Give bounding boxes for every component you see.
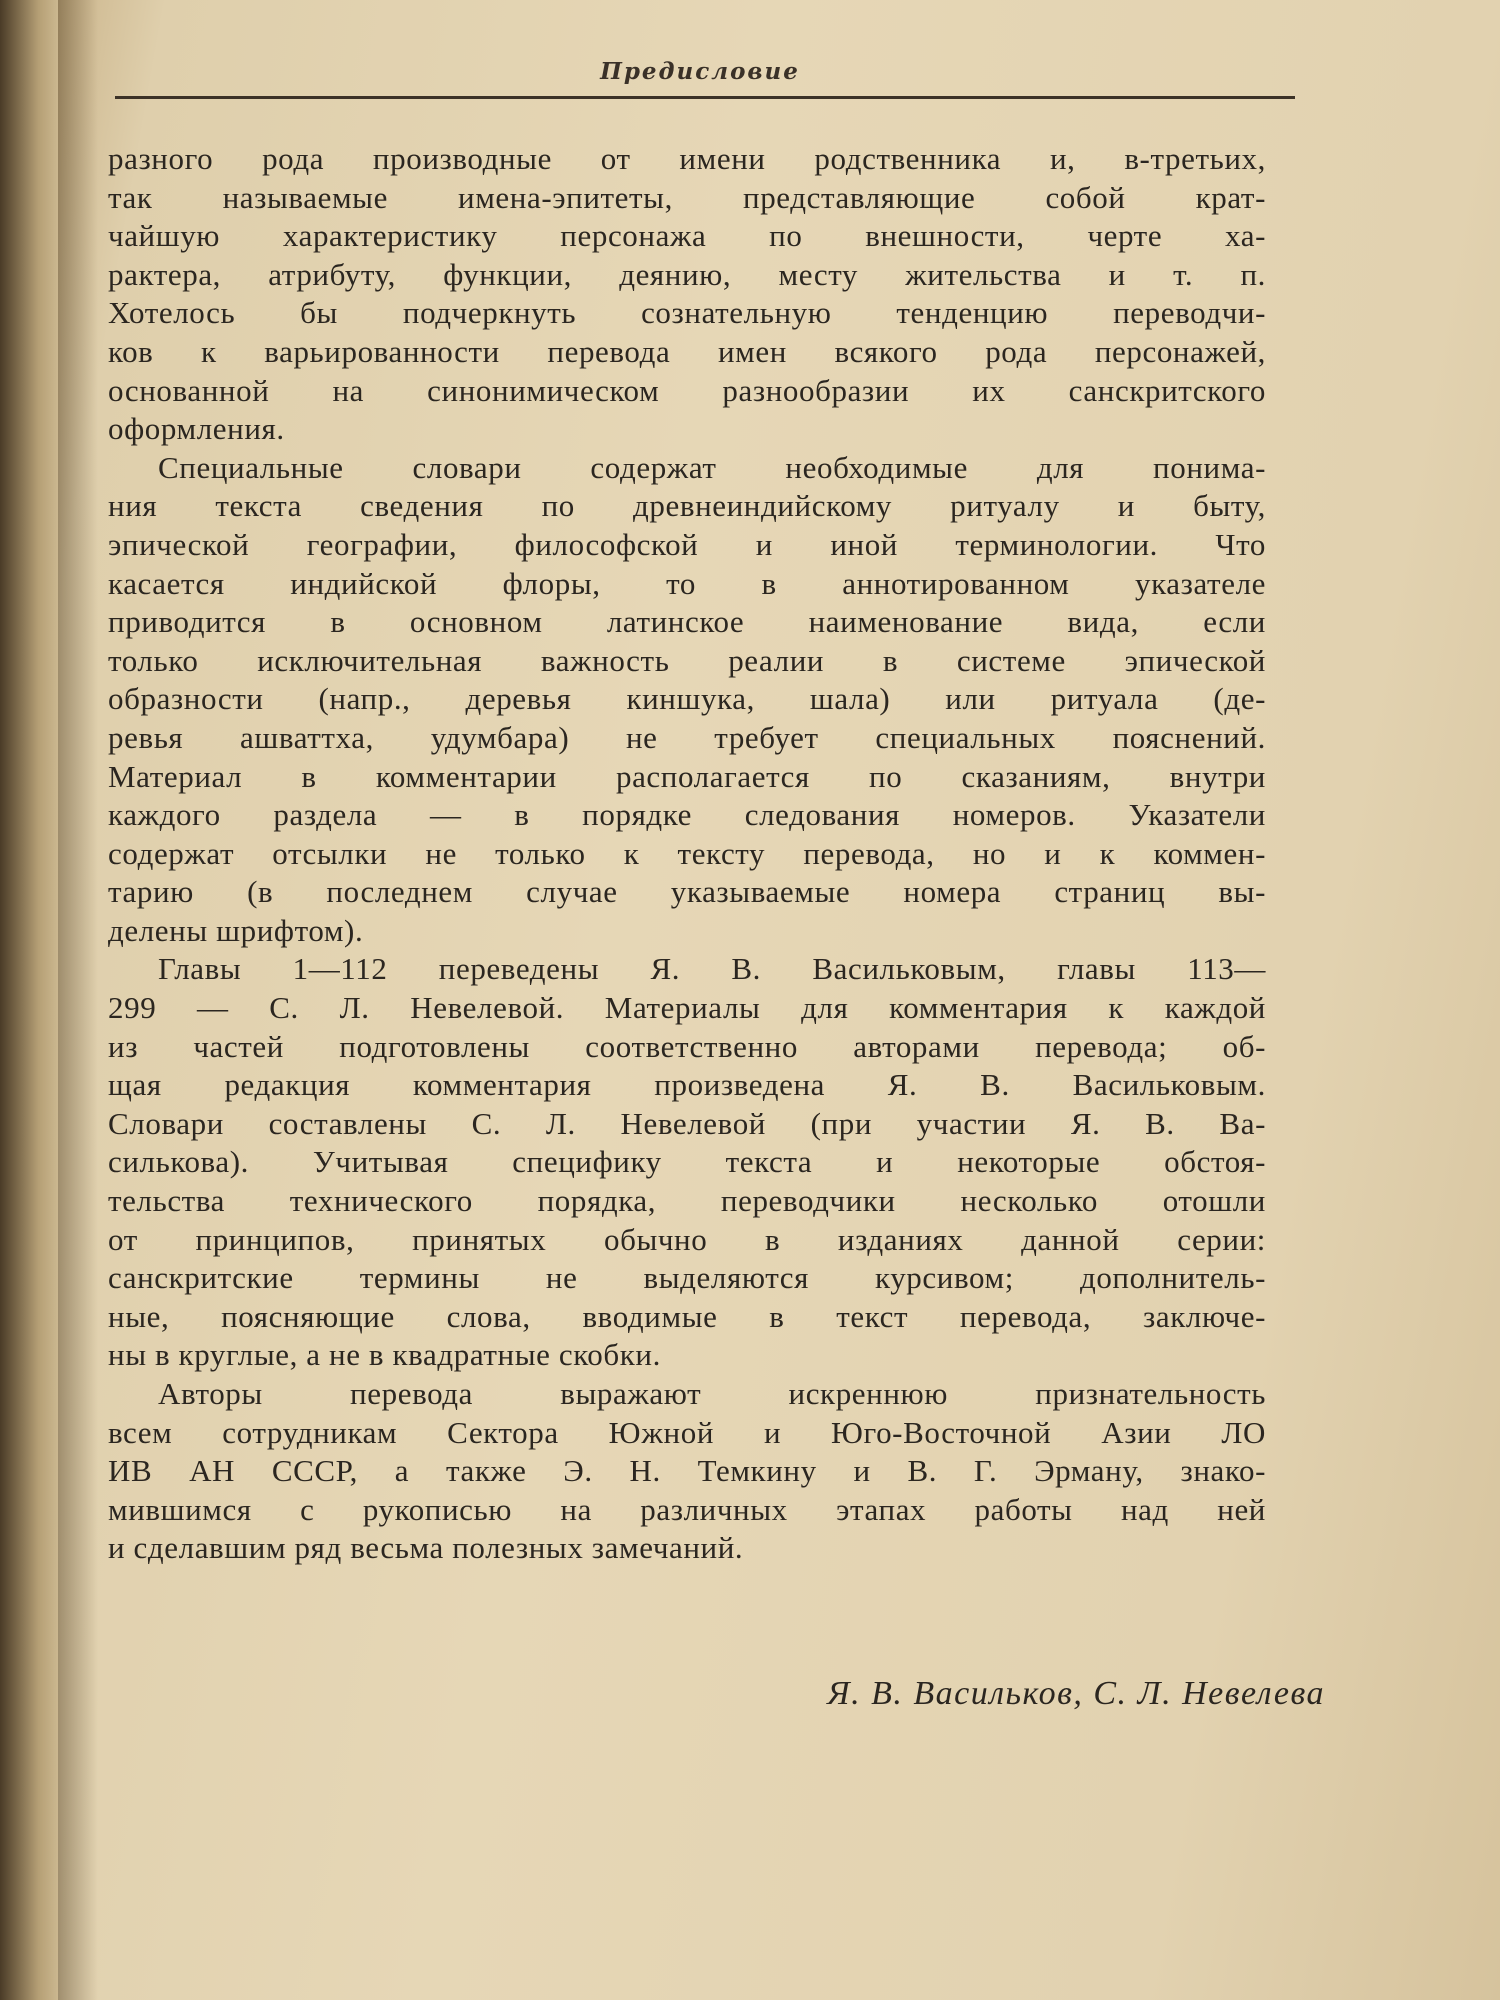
paragraph-1	[108, 140, 1266, 449]
text-line: ков к варьированности перевода имен всякого рода персонажей,	[108, 333, 1266, 369]
text-line: касается индийской флоры, то в аннотированном указателе	[108, 565, 1266, 601]
text-line: рактера, атрибуту, функции, деянию, месту жительства и т. п.	[108, 256, 1266, 292]
text-line: силькова). Учитывая специфику текста и некоторые обстоя-	[108, 1144, 1266, 1180]
text-line: разного рода производные от имени родственника и, в-третьих,	[108, 141, 1266, 176]
text-line: содержат отсылки не только к тексту перевода, но и к коммен-	[108, 835, 1266, 871]
text-line: Словари составлены С. Л. Невелевой (при участии Я. В. Ва-	[108, 1105, 1266, 1141]
page-fold-shadow	[58, 0, 98, 2000]
text-line: всем сотрудникам Сектора Южной и Юго-Восточной Азии ЛО	[108, 1414, 1266, 1450]
text-line: эпической географии, философской и иной терминологии. Что	[108, 526, 1266, 562]
text-line: ны в круглые, а не в квадратные скобки.	[108, 1337, 661, 1373]
text-line: образности (напр., деревья киншука, шала) или ритуала (де-	[108, 681, 1266, 717]
header-rule	[115, 96, 1295, 99]
text-line: оформления.	[108, 411, 285, 447]
body-text	[108, 140, 1266, 1568]
text-line: из частей подготовлены соответственно авторами перевода; об-	[108, 1028, 1266, 1064]
text-line: ные, поясняющие слова, вводимые в текст перевода, заключе-	[108, 1298, 1266, 1334]
text-line: мившимся с рукописью на различных этапах работы над ней	[108, 1491, 1266, 1527]
text-line: тарию (в последнем случае указываемые номера страниц вы-	[108, 874, 1266, 910]
text-line: Авторы перевода выражают искреннюю признательность	[158, 1376, 1266, 1411]
text-line: тельства технического порядка, переводчики несколько отошли	[108, 1183, 1266, 1219]
paragraph-2	[108, 449, 1266, 951]
text-line: ИВ АН СССР, а также Э. Н. Темкину и В. Г. Эрману, знако-	[108, 1453, 1266, 1489]
text-line: основанной на синонимическом разнообразии их санскритского	[108, 372, 1266, 408]
text-line: Материал в комментарии располагается по сказаниям, внутри	[108, 758, 1266, 794]
text-line: и сделавшим ряд весьма полезных замечаний.	[108, 1530, 744, 1566]
text-line: щая редакция комментария произведена Я. В. Васильковым.	[108, 1067, 1266, 1103]
text-line: санскритские термины не выделяются курсивом; дополнитель-	[108, 1260, 1266, 1296]
authors-signature: Я. В. Васильков, С. Л. Невелева	[827, 1675, 1325, 1712]
paragraph-4	[108, 1375, 1266, 1568]
text-line: Хотелось бы подчеркнуть сознательную тенденцию переводчи-	[108, 295, 1266, 331]
text-line: каждого раздела — в порядке следования номеров. Указатели	[108, 797, 1266, 833]
text-line: ния текста сведения по древнеиндийскому ритуалу и быту,	[108, 488, 1266, 524]
text-line: приводится в основном латинское наименование вида, если	[108, 604, 1266, 640]
text-line: от принципов, принятых обычно в изданиях данной серии:	[108, 1221, 1266, 1257]
running-head: Предисловие	[600, 58, 800, 85]
text-line: ревья ашваттха, удумбара) не требует специальных пояснений.	[108, 719, 1266, 755]
text-line: Специальные словари содержат необходимые для понима-	[158, 449, 1266, 485]
paragraph-3	[108, 950, 1266, 1375]
text-line: только исключительная важность реалии в системе эпической	[108, 642, 1266, 678]
text-line: 299 — С. Л. Невелевой. Материалы для комментария к каждой	[108, 990, 1266, 1026]
text-line: Главы 1—112 переведены Я. В. Васильковым, главы 113—	[158, 951, 1266, 987]
text-line: чайшую характеристику персонажа по внешности, черте ха-	[108, 218, 1266, 254]
text-line: делены шрифтом).	[108, 912, 364, 948]
text-line: так называемые имена-эпитеты, представляющие собой крат-	[108, 179, 1266, 215]
